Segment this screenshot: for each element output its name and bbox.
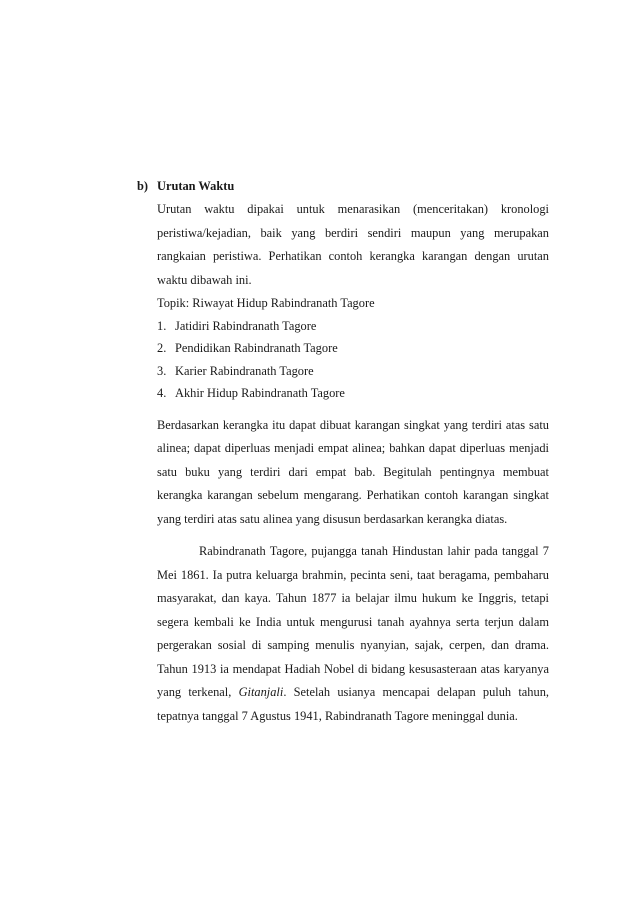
section-content xyxy=(137,176,549,728)
list-item-text: Karier Rabindranath Tagore xyxy=(175,363,314,378)
list-item-text: Jatidiri Rabindranath Tagore xyxy=(175,318,317,333)
story-text-end: . Setelah usianya mencapai delapan puluh tahun, tepatnya tanggal 7 Agustus 1941, Rabindranath Tagore meninggal dunia. xyxy=(157,685,549,723)
intro-paragraph: Urutan waktu dipakai untuk menarasikan (menceritakan) kronologi peristiwa/kejadian, baik yang berdiri sendiri maupun yang merupakan rangkaian peristiwa. Perhatikan contoh kerangka karangan dengan urutan waktu dibawah ini. xyxy=(157,202,549,287)
section-marker: b) xyxy=(137,179,149,193)
list-item-number: 3. xyxy=(157,363,167,378)
story-paragraph xyxy=(157,540,549,728)
book-title: Gitanjali xyxy=(238,685,284,700)
list-item xyxy=(157,360,549,383)
section-title: Urutan Waktu xyxy=(157,179,235,193)
list-item-text: Akhir Hidup Rabindranath Tagore xyxy=(175,386,345,401)
list-item xyxy=(157,337,549,360)
story-text-start: Rabindranath Tagore, pujangga tanah Hindustan lahir pada tanggal 7 Mei 1861. Ia putra keluarga brahmin, pecinta seni, taat beragama, pembaharu masyarakat, dan kaya. Tahun 1877 ia belajar ilmu hukum ke Inggris, tetapi segera kembali ke India untuk mengurusi tanah ayahnya serta terjun dalam pergerakan sosial di samping menulis nyanyian, sajak, cerpen, dan drama. Tahun 1913 ia mendapat Hadiah Nobel di bidang kesusasteraan atas karyanya yang terkenal, xyxy=(157,544,549,700)
topic-line: Topik: Riwayat Hidup Rabindranath Tagore xyxy=(157,296,375,310)
list-item-number: 4. xyxy=(157,386,167,401)
list-item-text: Pendidikan Rabindranath Tagore xyxy=(175,341,338,356)
section-body xyxy=(157,196,549,728)
list-item-number: 1. xyxy=(157,318,167,333)
list-item-number: 2. xyxy=(157,341,167,356)
explanation-paragraph: Berdasarkan kerangka itu dapat dibuat karangan singkat yang terdiri atas satu alinea; dapat diperluas menjadi empat alinea; bahkan dapat diperluas menjadi satu buku yang terdiri dari empat bab. Begitulah pentingnya membuat kerangka karangan sebelum mengarang. Perhatikan contoh karangan singkat yang terdiri atas satu alinea yang disusun berdasarkan kerangka diatas. xyxy=(157,417,549,526)
list-item xyxy=(157,382,549,405)
section-heading xyxy=(137,176,549,196)
list-item xyxy=(157,315,549,338)
outline-list xyxy=(157,315,549,405)
